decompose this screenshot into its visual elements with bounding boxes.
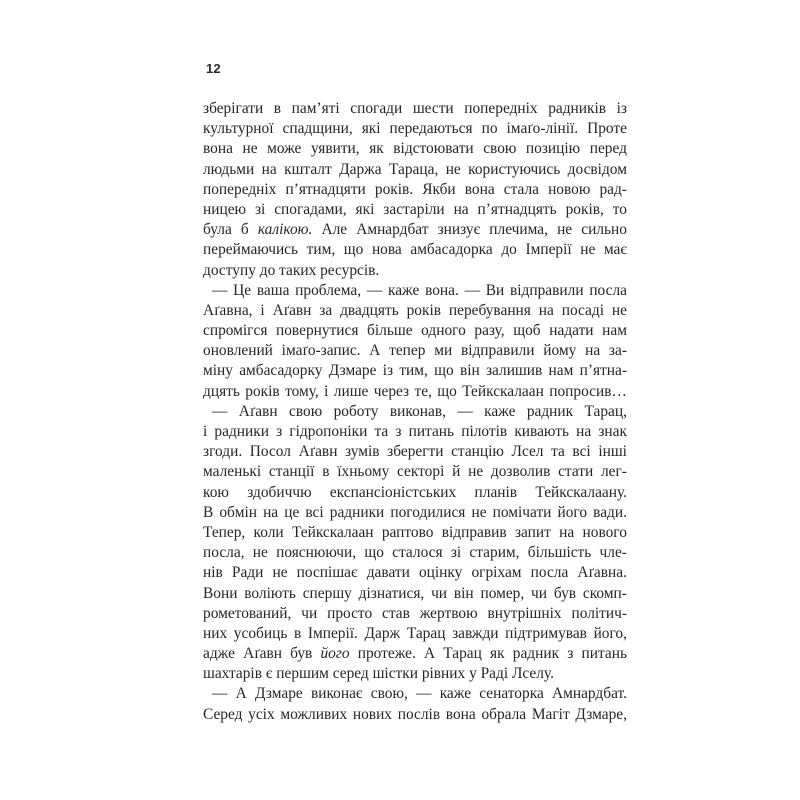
text-line [203, 604, 627, 624]
word: Аґавна, [203, 301, 253, 319]
text-line [203, 422, 627, 442]
word: дцять [203, 382, 240, 400]
word: роботу [333, 402, 379, 420]
word: уявити, [310, 140, 360, 158]
word: має [603, 241, 627, 259]
word: Тейкскалаан [462, 382, 544, 400]
text-line [203, 160, 627, 180]
word: за [319, 301, 333, 319]
word: та [374, 423, 389, 440]
word: знизує [437, 221, 481, 239]
word: дізнатися, [358, 584, 425, 602]
word: Тейкскалаан [291, 523, 374, 541]
word: і [260, 301, 265, 319]
word: згоди. [203, 443, 243, 461]
word: Імперії [525, 241, 572, 259]
word: помічати [492, 503, 552, 521]
word: через [373, 382, 410, 400]
text-line [203, 139, 627, 159]
text-line [203, 261, 627, 281]
word: попередніх [203, 180, 277, 198]
word: був [553, 584, 577, 602]
word: спогадами, [274, 200, 347, 218]
word: тим, [399, 362, 428, 380]
word: міну [203, 362, 233, 380]
word: зберегти [387, 443, 444, 461]
word: В [203, 503, 214, 521]
text-line [203, 321, 627, 341]
word: посла, [203, 544, 245, 562]
text-line [203, 462, 627, 482]
word: стала [503, 180, 539, 198]
word: оцінку [418, 564, 463, 582]
word: вона [445, 705, 476, 723]
word: й [452, 463, 461, 481]
word: погодилися [390, 503, 466, 521]
word: щоб [513, 322, 541, 340]
word: відправили [460, 342, 535, 360]
word: досвідом [567, 160, 627, 178]
word: А [369, 342, 381, 360]
word: до [501, 241, 517, 259]
word: Дзмаре, [575, 705, 627, 723]
word: залишив [485, 362, 543, 380]
text-line [203, 664, 627, 684]
text-line [203, 180, 627, 200]
word: більше [367, 322, 413, 340]
text-line [203, 705, 627, 725]
word: радників [548, 100, 607, 117]
word: воліють [244, 584, 296, 602]
word: із [616, 100, 627, 117]
word: не [468, 463, 484, 481]
word: нова [371, 241, 402, 259]
word: його [557, 503, 588, 521]
word: внутрішніх [487, 604, 562, 622]
word: що [434, 362, 454, 380]
word: політич- [571, 604, 627, 622]
word: Амнардбат. [552, 685, 627, 703]
word: років [406, 301, 442, 319]
word: рад- [599, 180, 627, 198]
word: це [284, 503, 300, 521]
word: була [203, 221, 232, 239]
word: не [557, 221, 573, 239]
word: культурної [203, 120, 274, 138]
word: інші [598, 443, 627, 461]
word: плечима, [489, 221, 548, 239]
word: п’ятнадцять [477, 200, 557, 218]
word: протеже. [357, 645, 416, 663]
word: Тейкскалаану. [535, 483, 627, 501]
word: всі [305, 503, 324, 521]
text-line [203, 220, 627, 240]
word: років, [565, 200, 604, 218]
word: Амнардбат [356, 221, 429, 239]
word: п’ятнадцяти [285, 180, 366, 198]
text-line [203, 483, 627, 503]
word: користуючись [468, 160, 561, 178]
word: повернутися [276, 322, 359, 340]
word: посла [589, 281, 627, 299]
word: як [369, 140, 384, 158]
word: А [423, 645, 436, 663]
word: шести [412, 100, 454, 117]
word: вона [203, 140, 233, 158]
word: чи [531, 584, 548, 602]
word: запит [514, 523, 551, 541]
word: сталося [392, 544, 443, 562]
word: нового [582, 523, 627, 541]
word: і [203, 423, 208, 440]
text-line [203, 563, 627, 583]
text-line [203, 361, 627, 381]
word: Магіт [531, 705, 570, 723]
word: чле- [599, 544, 627, 562]
word: імаґо-лінії. [506, 120, 579, 138]
word: Тарац, [584, 402, 627, 420]
word: адже [203, 645, 235, 663]
word: станції [268, 463, 315, 481]
word: планів [474, 483, 518, 501]
text-line [203, 523, 627, 543]
word: Посол [249, 443, 291, 461]
text-line [203, 99, 627, 119]
word: не [580, 241, 596, 259]
word: гідропоніки [289, 423, 368, 440]
word: йому [543, 342, 577, 360]
word: коли [253, 523, 284, 541]
word: що [364, 544, 384, 562]
text-line [203, 584, 627, 604]
word: застаріли [383, 200, 445, 218]
word: кшталт [284, 160, 332, 178]
word: що [437, 382, 457, 400]
text-line [203, 301, 627, 321]
word: із [382, 362, 394, 380]
word: старим, [469, 544, 520, 562]
word: раптово [381, 523, 434, 541]
word: Але [321, 221, 348, 239]
word: Якби [422, 180, 456, 198]
word: як [490, 645, 505, 663]
text-line-content: доступу до таких ресурсів. [203, 261, 380, 279]
word: відстоювати [393, 140, 474, 158]
word: здобиччю [247, 483, 312, 501]
word: Тепер, [203, 523, 246, 541]
word: свою [289, 402, 323, 420]
word: відправили [510, 281, 584, 299]
text-line [203, 624, 627, 644]
word: радники [214, 423, 269, 440]
word: на [576, 423, 592, 440]
word: кою [203, 483, 229, 501]
word: нів [203, 564, 223, 582]
word: надати [549, 322, 594, 340]
text-line [203, 382, 627, 402]
word: усіх [248, 705, 275, 723]
word: посаді [561, 301, 604, 319]
word: Дарж [364, 624, 401, 642]
word: ваша [256, 281, 290, 299]
word: завжди [452, 624, 499, 642]
word: каже [439, 685, 472, 703]
word: на [538, 301, 554, 319]
word: — [212, 685, 228, 703]
word: перебування [448, 301, 531, 319]
word: лише [333, 382, 369, 400]
word: які [361, 120, 381, 138]
text-line-content: шахтарів є першим серед шістки рівних у Раді Лселу. [203, 665, 554, 683]
word: не [242, 140, 258, 158]
word: обмін [219, 503, 257, 521]
word: по [481, 120, 498, 138]
word: Серед [203, 705, 243, 723]
word: Це [233, 281, 252, 299]
word: на [559, 523, 575, 541]
word: попросив… [549, 382, 627, 400]
word: сенаторка [479, 685, 544, 703]
word: пам’яті [291, 100, 340, 117]
word: він [459, 362, 480, 380]
word: Ви [485, 281, 505, 299]
word: них [203, 624, 228, 642]
text-line [203, 402, 627, 422]
word: поспішає [296, 564, 358, 582]
word: його, [593, 624, 627, 642]
word: усобиць [233, 624, 288, 642]
text-line [203, 442, 627, 462]
word: не [445, 160, 461, 178]
word: його [320, 645, 350, 663]
word: — [212, 281, 228, 299]
word: те, [414, 382, 432, 400]
page-number: 12 [206, 61, 221, 76]
word: вона. [425, 281, 459, 299]
word: на [585, 342, 601, 360]
word: Лсел [511, 443, 544, 461]
word: не [252, 544, 268, 562]
word: Тараца, [389, 160, 439, 178]
text-line [203, 119, 627, 139]
word: Тарац [406, 624, 446, 642]
word: спадщини, [282, 120, 353, 138]
word: — [464, 281, 480, 299]
word: — [212, 402, 228, 420]
word: спершу [302, 584, 352, 602]
word: питань [581, 645, 627, 663]
word: на [453, 200, 469, 218]
text-line [203, 644, 627, 664]
word: Проте [587, 120, 627, 138]
word: спогади [350, 100, 403, 117]
word: з [395, 423, 402, 440]
word: помер, [480, 584, 525, 602]
word: рометований, [203, 604, 292, 622]
word: станцію [451, 443, 504, 461]
word: експансіоністських [329, 483, 457, 501]
word: Тарац [443, 645, 482, 663]
word: пояснюючи, [276, 544, 357, 562]
word: відправив [441, 523, 507, 541]
word: Дзмаре [328, 362, 377, 380]
word: п’ятна- [579, 362, 627, 380]
word: він [453, 584, 474, 602]
word: вона [464, 180, 495, 198]
word: двадцять [340, 301, 399, 319]
word: та [551, 443, 565, 461]
word: років. [374, 180, 414, 198]
word: на [263, 503, 279, 521]
word: свою, [370, 685, 408, 703]
word: жертвою [419, 604, 478, 622]
word: можливих [280, 705, 348, 723]
word: всі [572, 443, 591, 461]
word: кивають [514, 423, 569, 440]
word: — [416, 685, 432, 703]
word: ницею [203, 200, 247, 218]
word: виконає [310, 685, 363, 703]
word: стати [558, 463, 594, 481]
word: зберігати [203, 100, 264, 117]
text-block [203, 99, 627, 725]
word: разу, [474, 322, 505, 340]
text-line [203, 503, 627, 523]
word: амбасадорку [239, 362, 323, 380]
word: одного [421, 322, 466, 340]
word: підтримував [505, 624, 587, 642]
word: А [235, 685, 247, 703]
word: був [290, 645, 313, 663]
word: перед [589, 140, 627, 158]
word: вади. [593, 503, 627, 521]
word: скомп- [582, 584, 627, 602]
word: нових [352, 705, 393, 723]
word: дозволив [490, 463, 551, 481]
word: їхньому [337, 463, 390, 481]
word: Аґавн [243, 645, 282, 663]
text-line [203, 240, 627, 260]
word: спромігся [203, 322, 268, 340]
word: років [245, 382, 280, 400]
word: не [611, 301, 627, 319]
word: Аґавна. [577, 564, 627, 582]
word: пілотів [461, 423, 508, 440]
word: б [240, 221, 249, 239]
word: і [324, 382, 329, 400]
word: послів [397, 705, 441, 723]
word: проблема, [295, 281, 362, 299]
text-line [203, 341, 627, 361]
word: Дзмаре [254, 685, 303, 703]
word: зі [254, 200, 266, 218]
word: нам [602, 322, 627, 340]
word: Вони [203, 584, 238, 602]
word: знак [598, 423, 627, 440]
word: нам [548, 362, 574, 380]
word: Імперії. [307, 624, 358, 642]
word: маленькі [203, 463, 262, 481]
word: тим, [306, 241, 336, 259]
word: просто [327, 604, 373, 622]
word: — [457, 402, 473, 420]
word: лег- [600, 463, 627, 481]
word: ми [434, 342, 453, 360]
word: виконав, [389, 402, 446, 420]
word: не [471, 503, 487, 521]
word: за- [608, 342, 627, 360]
word: Аґавн [272, 301, 312, 319]
word: Аґавн [298, 443, 338, 461]
word: обрала [481, 705, 527, 723]
word: на [261, 160, 277, 178]
word: радники [329, 503, 385, 521]
word: з [567, 645, 574, 663]
word: давати [366, 564, 410, 582]
word: імаґо-запис. [281, 342, 361, 360]
word: зі [450, 544, 462, 562]
word: людьми [203, 160, 255, 178]
word: свою [483, 140, 517, 158]
text-line [203, 200, 627, 220]
word: з [276, 423, 283, 440]
word: то [612, 200, 627, 218]
word: позицію [525, 140, 581, 158]
word: став [382, 604, 410, 622]
word: чи [301, 604, 318, 622]
word: радник [512, 645, 560, 663]
word: посла [530, 564, 569, 582]
word: питань [408, 423, 455, 440]
word: — [366, 281, 383, 299]
word: в [273, 100, 282, 117]
text-line [203, 543, 627, 563]
word: секторі [397, 463, 445, 481]
word: каже [484, 402, 516, 420]
word: тому, [285, 382, 319, 400]
word: в [293, 624, 302, 642]
word: Ради [231, 564, 264, 582]
word: Даржа [339, 160, 382, 178]
word: може [267, 140, 302, 158]
word: Аґавн [238, 402, 278, 420]
word: радник [526, 402, 574, 420]
word: оновлений [203, 342, 273, 360]
word: переймаючись [203, 241, 299, 259]
word: огріхам [471, 564, 522, 582]
word: сильно [581, 221, 627, 239]
word: в [322, 463, 330, 481]
word: тепер [389, 342, 426, 360]
word: новою [548, 180, 591, 198]
text-line [203, 281, 627, 301]
word: амбасадорка [410, 241, 493, 259]
word: які [355, 200, 375, 218]
word: більшість [527, 544, 592, 562]
text-line [203, 684, 627, 704]
word: чи [431, 584, 448, 602]
word: що [343, 241, 364, 259]
word: не [272, 564, 288, 582]
word: калікою. [257, 221, 313, 239]
word: зумів [345, 443, 380, 461]
word: передаються [389, 120, 473, 138]
word: каже [387, 281, 420, 299]
word: попередніх [464, 100, 538, 117]
